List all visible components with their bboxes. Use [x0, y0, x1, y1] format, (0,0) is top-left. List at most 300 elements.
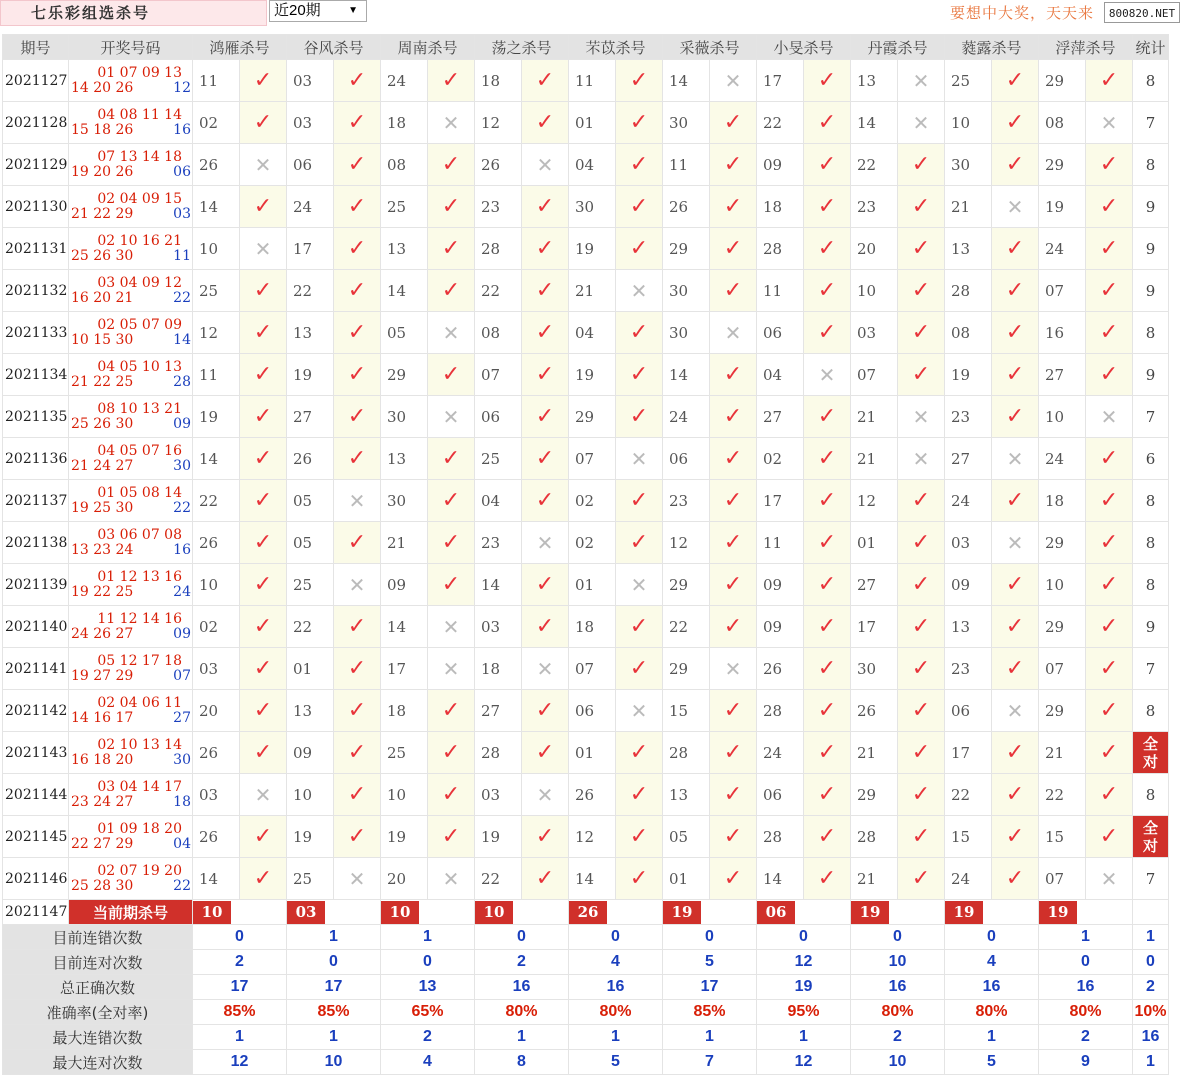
issue-number: 2021131	[3, 228, 69, 270]
check-icon: ✓	[629, 320, 649, 345]
result-mark	[334, 438, 381, 480]
draw-line-2	[69, 837, 192, 852]
result-mark	[616, 606, 663, 648]
stat-value: 85%	[193, 1000, 287, 1025]
check-icon: ✓	[911, 656, 931, 681]
kill-number: 07	[569, 438, 616, 480]
result-mark	[804, 102, 851, 144]
check-icon: ✓	[629, 530, 649, 555]
kill-number: 22	[945, 774, 992, 816]
draw-line-1: 02 10 16 21	[97, 232, 182, 249]
result-mark	[1086, 480, 1133, 522]
draw-numbers	[69, 606, 193, 648]
kill-number: 30	[663, 102, 710, 144]
check-icon: ✓	[535, 614, 555, 639]
check-icon: ✓	[911, 866, 931, 891]
kill-number: 19	[569, 354, 616, 396]
stat-label: 最大连错次数	[3, 1025, 193, 1050]
check-icon: ✓	[253, 824, 273, 849]
row-count: 9	[1133, 186, 1169, 228]
table-row	[3, 270, 1169, 312]
check-icon: ✓	[347, 404, 367, 429]
stat-value: 2	[381, 1025, 475, 1050]
check-icon: ✓	[723, 362, 743, 387]
draw-line-2	[69, 501, 192, 516]
kill-number: 06	[757, 312, 804, 354]
result-mark	[522, 774, 569, 816]
kill-number: 24	[757, 732, 804, 774]
draw-numbers	[69, 564, 193, 606]
cross-icon: ✕	[536, 530, 554, 555]
draw-line-1: 05 12 17 18	[97, 652, 182, 669]
check-icon: ✓	[535, 824, 555, 849]
kill-number: 20	[851, 228, 898, 270]
current-kill-number: 10	[193, 901, 231, 924]
draw-line-1: 02 05 07 09	[97, 316, 182, 333]
result-mark	[1086, 186, 1133, 228]
check-icon: ✓	[1005, 68, 1025, 93]
cross-icon: ✕	[254, 782, 272, 807]
result-mark	[428, 228, 475, 270]
result-mark	[522, 312, 569, 354]
column-header: 采薇杀号	[663, 35, 757, 60]
issue-number: 2021141	[3, 648, 69, 690]
kill-number: 14	[569, 858, 616, 900]
kill-number: 08	[1039, 102, 1086, 144]
stat-value: 80%	[569, 1000, 663, 1025]
check-icon: ✓	[1099, 824, 1119, 849]
kill-number: 17	[757, 60, 804, 102]
result-mark	[240, 270, 287, 312]
draw-line-1: 02 10 13 14	[97, 736, 182, 753]
result-mark	[1086, 144, 1133, 186]
check-icon: ✓	[441, 782, 461, 807]
period-select[interactable]	[269, 0, 367, 22]
check-icon: ✓	[347, 68, 367, 93]
stat-row	[3, 975, 1169, 1000]
all-correct-char-2: 对	[1142, 752, 1158, 771]
row-count: 9	[1133, 228, 1169, 270]
result-mark	[522, 606, 569, 648]
stat-value: 0	[945, 925, 1039, 950]
table-row	[3, 144, 1169, 186]
check-icon: ✓	[1005, 404, 1025, 429]
kill-number: 19	[193, 396, 240, 438]
result-mark	[992, 144, 1039, 186]
stat-value: 5	[569, 1050, 663, 1075]
draw-numbers	[69, 186, 193, 228]
draw-numbers	[69, 522, 193, 564]
draw-line-1: 04 05 07 16	[97, 442, 182, 459]
current-kill-number: 03	[287, 901, 325, 924]
result-mark	[804, 816, 851, 858]
result-mark	[616, 228, 663, 270]
result-mark	[1086, 60, 1133, 102]
check-icon: ✓	[535, 194, 555, 219]
result-mark	[992, 354, 1039, 396]
issue-number: 2021138	[3, 522, 69, 564]
check-icon: ✓	[911, 740, 931, 765]
kill-number: 13	[945, 228, 992, 270]
special-number: 04	[173, 835, 191, 852]
result-mark	[428, 522, 475, 564]
kill-number: 29	[569, 396, 616, 438]
result-mark	[334, 522, 381, 564]
cross-icon: ✕	[1006, 194, 1024, 219]
kill-number: 22	[475, 858, 522, 900]
issue-number: 2021128	[3, 102, 69, 144]
cross-icon: ✕	[1006, 698, 1024, 723]
check-icon: ✓	[723, 404, 743, 429]
kill-number: 20	[193, 690, 240, 732]
kill-number: 30	[381, 480, 428, 522]
check-icon: ✓	[535, 320, 555, 345]
result-mark	[710, 102, 757, 144]
result-mark	[522, 858, 569, 900]
result-mark	[428, 564, 475, 606]
result-mark	[710, 186, 757, 228]
cross-icon: ✕	[912, 446, 930, 471]
result-mark	[710, 606, 757, 648]
kill-number: 01	[569, 102, 616, 144]
check-icon: ✓	[911, 278, 931, 303]
cross-icon: ✕	[630, 446, 648, 471]
result-mark	[428, 102, 475, 144]
stat-value: 0	[851, 925, 945, 950]
result-mark	[1086, 102, 1133, 144]
result-mark	[616, 270, 663, 312]
stat-label: 最大连对次数	[3, 1050, 193, 1075]
kill-number: 19	[1039, 186, 1086, 228]
check-icon: ✓	[535, 68, 555, 93]
kill-number: 12	[475, 102, 522, 144]
issue-number: 2021134	[3, 354, 69, 396]
draw-numbers	[69, 102, 193, 144]
stat-value: 1	[1133, 925, 1169, 950]
column-header: 统计	[1133, 35, 1169, 60]
cross-icon: ✕	[348, 572, 366, 597]
result-mark	[240, 186, 287, 228]
draw-numbers	[69, 858, 193, 900]
kill-number: 14	[663, 354, 710, 396]
result-mark	[616, 354, 663, 396]
kill-number: 09	[381, 564, 428, 606]
current-kill-cell	[945, 900, 1039, 925]
result-mark	[616, 312, 663, 354]
draw-line-2-numbers: 25 26 30	[71, 415, 134, 432]
check-icon: ✓	[723, 866, 743, 891]
check-icon: ✓	[253, 110, 273, 135]
cross-icon: ✕	[442, 320, 460, 345]
result-mark	[898, 144, 945, 186]
stat-value: 9	[1039, 1050, 1133, 1075]
result-mark	[428, 396, 475, 438]
check-icon: ✓	[817, 866, 837, 891]
current-issue: 2021147	[3, 900, 69, 925]
cross-icon: ✕	[442, 404, 460, 429]
result-mark	[992, 270, 1039, 312]
result-mark	[898, 396, 945, 438]
result-mark	[428, 690, 475, 732]
cross-icon: ✕	[442, 866, 460, 891]
check-icon: ✓	[817, 278, 837, 303]
column-header: 开奖号码	[69, 35, 193, 60]
slogan: 要想中大奖，天天来	[950, 4, 1095, 22]
check-icon: ✓	[1099, 740, 1119, 765]
check-icon: ✓	[1005, 782, 1025, 807]
draw-line-1: 04 08 11 14	[97, 106, 182, 123]
draw-line-2-numbers: 21 22 29	[71, 205, 134, 222]
result-mark	[898, 606, 945, 648]
draw-line-2	[69, 123, 192, 138]
page-title: 七乐彩组选杀号	[31, 4, 151, 22]
check-icon: ✓	[817, 110, 837, 135]
issue-number: 2021144	[3, 774, 69, 816]
check-icon: ✓	[723, 614, 743, 639]
draw-line-2	[69, 753, 192, 768]
cross-icon: ✕	[724, 656, 742, 681]
table-row	[3, 438, 1169, 480]
kill-number: 23	[475, 522, 522, 564]
result-mark	[334, 732, 381, 774]
result-mark	[804, 858, 851, 900]
check-icon: ✓	[1099, 698, 1119, 723]
table-row	[3, 690, 1169, 732]
kill-number: 30	[663, 312, 710, 354]
check-icon: ✓	[1005, 866, 1025, 891]
result-mark	[710, 858, 757, 900]
check-icon: ✓	[817, 740, 837, 765]
current-kill-cell	[475, 900, 569, 925]
cross-icon: ✕	[630, 572, 648, 597]
table-row	[3, 816, 1169, 858]
result-mark	[1086, 312, 1133, 354]
stat-value: 1	[193, 1025, 287, 1050]
result-mark	[898, 480, 945, 522]
kill-number: 13	[287, 312, 334, 354]
result-mark	[522, 270, 569, 312]
result-mark	[804, 564, 851, 606]
column-header: 小旻杀号	[757, 35, 851, 60]
draw-line-1: 01 09 18 20	[97, 820, 182, 837]
kill-number: 28	[663, 732, 710, 774]
cross-icon: ✕	[442, 110, 460, 135]
result-mark	[804, 270, 851, 312]
stat-value: 2	[1039, 1025, 1133, 1050]
check-icon: ✓	[817, 656, 837, 681]
check-icon: ✓	[817, 824, 837, 849]
result-mark	[616, 816, 663, 858]
draw-line-1: 01 05 08 14	[97, 484, 182, 501]
check-icon: ✓	[1099, 488, 1119, 513]
issue-number: 2021130	[3, 186, 69, 228]
kill-number: 07	[851, 354, 898, 396]
check-icon: ✓	[253, 614, 273, 639]
kill-number: 24	[1039, 438, 1086, 480]
result-mark	[992, 186, 1039, 228]
result-mark	[804, 690, 851, 732]
kill-number: 05	[287, 480, 334, 522]
result-mark	[240, 522, 287, 564]
draw-line-1: 02 07 19 20	[97, 862, 182, 879]
result-mark	[898, 312, 945, 354]
check-icon: ✓	[535, 110, 555, 135]
check-icon: ✓	[441, 68, 461, 93]
result-mark	[428, 186, 475, 228]
result-mark	[898, 354, 945, 396]
check-icon: ✓	[911, 320, 931, 345]
all-correct-badge	[1133, 732, 1169, 774]
result-mark	[1086, 858, 1133, 900]
draw-line-2	[69, 879, 192, 894]
result-mark	[898, 858, 945, 900]
check-icon: ✓	[911, 194, 931, 219]
kill-number: 02	[569, 522, 616, 564]
check-icon: ✓	[1099, 278, 1119, 303]
check-icon: ✓	[629, 782, 649, 807]
kill-number: 17	[381, 648, 428, 690]
row-count: 6	[1133, 438, 1169, 480]
kill-number: 19	[945, 354, 992, 396]
check-icon: ✓	[253, 446, 273, 471]
result-mark	[240, 354, 287, 396]
result-mark	[334, 60, 381, 102]
table-row	[3, 396, 1169, 438]
kill-number: 22	[287, 270, 334, 312]
check-icon: ✓	[629, 740, 649, 765]
stat-value: 1	[287, 1025, 381, 1050]
kill-number: 10	[193, 564, 240, 606]
check-icon: ✓	[535, 362, 555, 387]
issue-number: 2021143	[3, 732, 69, 774]
kill-number: 18	[569, 606, 616, 648]
kill-number: 12	[663, 522, 710, 564]
current-kill-number: 26	[569, 901, 607, 924]
check-icon: ✓	[535, 278, 555, 303]
kill-number: 06	[569, 690, 616, 732]
stat-value: 13	[381, 975, 475, 1000]
result-mark	[428, 354, 475, 396]
check-icon: ✓	[817, 530, 837, 555]
kill-number: 10	[1039, 564, 1086, 606]
check-icon: ✓	[441, 488, 461, 513]
kill-number: 12	[569, 816, 616, 858]
check-icon: ✓	[723, 488, 743, 513]
kill-number: 09	[287, 732, 334, 774]
column-header: 蕤露杀号	[945, 35, 1039, 60]
check-icon: ✓	[1005, 278, 1025, 303]
result-mark	[804, 522, 851, 564]
result-mark	[240, 858, 287, 900]
check-icon: ✓	[253, 404, 273, 429]
kill-number: 13	[287, 690, 334, 732]
stat-value: 4	[569, 950, 663, 975]
stat-value: 80%	[475, 1000, 569, 1025]
result-mark	[616, 480, 663, 522]
kill-number: 17	[287, 228, 334, 270]
kill-number: 22	[287, 606, 334, 648]
stat-value: 0	[193, 925, 287, 950]
kill-number: 11	[757, 270, 804, 312]
result-mark	[428, 648, 475, 690]
stat-value: 5	[945, 1050, 1039, 1075]
check-icon: ✓	[911, 362, 931, 387]
kill-number: 26	[193, 144, 240, 186]
result-mark	[428, 270, 475, 312]
kill-number: 17	[945, 732, 992, 774]
kill-number: 23	[945, 396, 992, 438]
result-mark	[334, 144, 381, 186]
kill-number: 19	[287, 816, 334, 858]
check-icon: ✓	[911, 782, 931, 807]
kill-number: 24	[381, 60, 428, 102]
check-icon: ✓	[723, 152, 743, 177]
draw-line-2	[69, 291, 192, 306]
result-mark	[616, 732, 663, 774]
stat-value: 16	[475, 975, 569, 1000]
result-mark	[616, 102, 663, 144]
kill-number: 06	[757, 774, 804, 816]
draw-numbers	[69, 354, 193, 396]
draw-numbers	[69, 60, 193, 102]
result-mark	[616, 522, 663, 564]
draw-line-2-numbers: 25 28 30	[71, 877, 134, 894]
result-mark	[522, 816, 569, 858]
check-icon: ✓	[441, 740, 461, 765]
check-icon: ✓	[535, 488, 555, 513]
result-mark	[992, 690, 1039, 732]
kill-number: 14	[757, 858, 804, 900]
draw-line-2-numbers: 24 26 27	[71, 625, 134, 642]
row-count: 7	[1133, 858, 1169, 900]
cross-icon: ✕	[630, 698, 648, 723]
result-mark	[334, 858, 381, 900]
draw-line-1: 03 04 14 17	[97, 778, 182, 795]
result-mark	[240, 60, 287, 102]
result-mark	[710, 648, 757, 690]
kill-number-table	[2, 34, 1169, 1075]
row-count: 8	[1133, 60, 1169, 102]
kill-number: 02	[193, 606, 240, 648]
kill-number: 04	[475, 480, 522, 522]
current-kill-cell	[851, 900, 945, 925]
kill-number: 21	[851, 396, 898, 438]
site-badge[interactable]: 800820.NET	[1104, 2, 1180, 23]
check-icon: ✓	[723, 110, 743, 135]
kill-number: 03	[945, 522, 992, 564]
check-icon: ✓	[347, 530, 367, 555]
kill-number: 07	[1039, 858, 1086, 900]
result-mark	[992, 102, 1039, 144]
current-kill-cell	[287, 900, 381, 925]
draw-line-2	[69, 459, 192, 474]
special-number: 12	[173, 79, 191, 96]
check-icon: ✓	[1099, 194, 1119, 219]
result-mark	[428, 312, 475, 354]
row-count: 7	[1133, 648, 1169, 690]
result-mark	[428, 438, 475, 480]
stat-value: 17	[193, 975, 287, 1000]
cross-icon: ✕	[536, 782, 554, 807]
check-icon: ✓	[629, 236, 649, 261]
check-icon: ✓	[911, 824, 931, 849]
kill-number: 01	[851, 522, 898, 564]
check-icon: ✓	[1005, 824, 1025, 849]
result-mark	[804, 354, 851, 396]
stat-value: 10%	[1133, 1000, 1169, 1025]
table-row	[3, 186, 1169, 228]
special-number: 18	[173, 793, 191, 810]
